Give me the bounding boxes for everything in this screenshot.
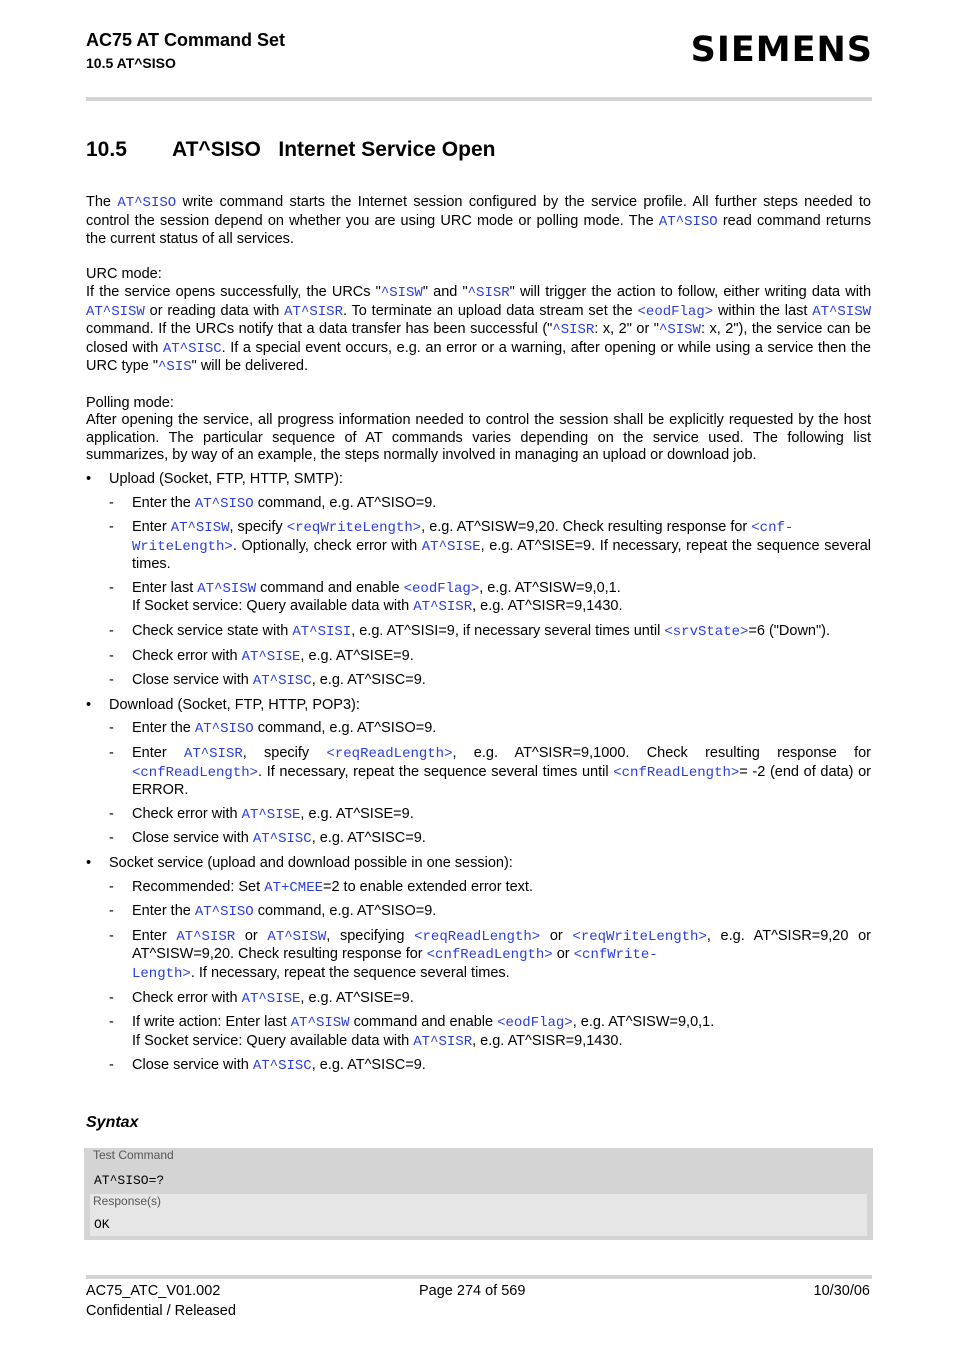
link-at-sisc[interactable]: AT^SISC [252, 1058, 312, 1075]
link-reqwritelength[interactable]: <reqWriteLength> [572, 928, 707, 945]
link-at-sisr[interactable]: AT^SISR [284, 303, 343, 320]
list-item: - If write action: Enter last AT^SISW command and enable <eodFlag>, e.g. AT^SISW=9,0,1. If Socket service: Query available data with AT^SISR, e.g. AT^SISR=9,1430. [109, 1014, 715, 1050]
link-cnfwritelength[interactable]: <cnfWrite- [573, 947, 658, 964]
link-at-sisw[interactable]: AT^SISW [290, 1015, 350, 1032]
list-item: - Enter last AT^SISW command and enable <eodFlag>, e.g. AT^SISW=9,0,1. If Socket service: Query available data with AT^SISR, e.g. AT^SISR=9,1430. [109, 579, 623, 616]
response-label: Response(s) [93, 1194, 162, 1208]
footer-page-number: Page 274 of 569 [419, 1283, 526, 1299]
siemens-logo: SIEMENS [690, 30, 873, 70]
link-at-sisw[interactable]: AT^SISW [267, 928, 327, 945]
list-item-download: • Download (Socket, FTP, HTTP, POP3): - Enter the AT^SISO command, e.g. AT^SISO=9. - Enter AT^SISR, specify <reqReadLength>, e.g. AT^SISR=9,1000. Check resulting response for <cnfReadLength>. If necessary, repeat the sequence several times until <cnfReadLength>= -2 (end of data) or ERROR. - Check error with AT^SISE, e.g. AT^SISE=9. - Close service with AT^SISC, e.g. AT^SISC=9. [86, 696, 871, 848]
link-at-sisw[interactable]: AT^SISW [197, 580, 257, 597]
urc-mode-paragraph: URC mode: If the service opens successfully, the URCs "^SISW" and "^SISR" will trigger the action to follow, either writing data with AT^SISW or reading data with AT^SISR. To terminate an upload data stream set the <eodFlag> within the last AT^SISW command. If the URCs notify that a data transfer has been successful ("^SISR: x, 2" or "^SISW: x, 2"), the service can be closed with AT^SISC. If a special event occurs, e.g. an error or a warning, after opening or while using a service then the URC type "^SIS" will be delivered. [86, 266, 872, 376]
list-item-socket: • Socket service (upload and download possible in one session): - Recommended: Set AT+CMEE=2 to enable extended error text. - Enter the AT^SISO command, e.g. AT^SISO=9. - Enter AT^SISR or AT^SISW, specifying <reqReadLength> or <reqWriteLength>, e.g. AT^SISR=9,20 or AT^SISW=9,20. Check resulting response for <cnfReadLength> or <cnfWrite- Length>. If necessary, repeat the sequence several times. - Check error with AT^SISE, e.g. AT^SISE=9. - If write action: Enter last AT^SISW command and enable <eodFlag>, e.g. AT^SISW=9,0,1. If Socket service: Query available data with AT^SISR, e.g. AT^SISR=9,1430. - Close service with AT^SISC, e.g. AT^SISC=9. [86, 855, 871, 1075]
footer-divider [86, 1275, 872, 1279]
link-at-sisc[interactable]: AT^SISC [252, 831, 312, 848]
list-item: - Recommended: Set AT+CMEE=2 to enable extended error text. [109, 878, 533, 896]
intro-paragraph: The AT^SISO write command starts the Internet session configured by the service profile. All further steps needed to control the session depend on whether you are using URC mode or polling mode. The AT^SISO read command returns the current status of all services. [86, 194, 872, 248]
link-at-sisr[interactable]: AT^SISR [176, 928, 236, 945]
list-item: - Enter AT^SISW, specify <reqWriteLength>, e.g. AT^SISW=9,20. Check resulting response for <cnf- WriteLength>. Optionally, check error with AT^SISE, e.g. AT^SISE=9. If necessary, repeat the sequence several times. [109, 519, 871, 573]
list-item-upload: • Upload (Socket, FTP, HTTP, SMTP): - Enter the AT^SISO command, e.g. AT^SISO=9. - Enter AT^SISW, specify <reqWriteLength>, e.g. AT^SISW=9,20. Check resulting response for <cnf- WriteLength>. Optionally, check error with AT^SISE, e.g. AT^SISE=9. If necessary, repeat the sequence several times. - Enter last AT^SISW command and enable <eodFlag>, e.g. AT^SISW=9,0,1. If Socket service: Query available data with AT^SISR, e.g. AT^SISR=9,1430. - Check service state with AT^SISI, e.g. AT^SISI=9, if necessary several times until <srvState>=6 ("Down"). - Check error with AT^SISE, e.g. AT^SISE=9. - Close service with AT^SISC, e.g. AT^SISC=9. [86, 470, 871, 690]
workflow-list [86, 471, 871, 1076]
link-reqwritelength[interactable]: <reqWriteLength> [286, 520, 422, 537]
link-urc-sisw[interactable]: ^SISW [380, 284, 423, 301]
section-title: AT^SISO Internet Service Open [172, 138, 496, 161]
link-cnfreadlength[interactable]: <cnfReadLength> [132, 764, 259, 781]
link-at-sisc[interactable]: AT^SISC [162, 340, 222, 357]
link-at-siso[interactable]: AT^SISO [658, 213, 718, 230]
list-item: - Close service with AT^SISC, e.g. AT^SISC=9. [109, 672, 426, 690]
link-at-cmee[interactable]: AT+CMEE [264, 879, 323, 896]
link-at-siso[interactable]: AT^SISO [194, 904, 254, 921]
response-code: OK [94, 1217, 110, 1232]
section-number: 10.5 [86, 138, 127, 161]
link-urc-sisw[interactable]: ^SISW [658, 322, 701, 339]
link-cnfwritelength[interactable]: <cnf- [751, 520, 794, 537]
list-item: - Enter the AT^SISO command, e.g. AT^SISO=9. [109, 494, 437, 512]
list-item: - Enter AT^SISR, specify <reqReadLength>, e.g. AT^SISR=9,1000. Check resulting response for <cnfReadLength>. If necessary, repeat the sequence several times until <cnfReadLength>= -2 (end of data) or ERROR. [109, 745, 871, 799]
link-at-sisr[interactable]: AT^SISR [413, 599, 473, 616]
list-item: - Enter AT^SISR or AT^SISW, specifying <reqReadLength> or <reqWriteLength>, e.g. AT^SISR=9,20 or AT^SISW=9,20. Check resulting response for <cnfReadLength> or <cnfWrite- Length>. If necessary, repeat the sequence several times. [109, 927, 871, 982]
section-header: 10.5 AT^SISO [86, 55, 176, 71]
link-eodflag[interactable]: <eodFlag> [637, 303, 714, 320]
link-at-siso[interactable]: AT^SISO [117, 195, 177, 211]
link-cnfwritelength[interactable]: WriteLength> [132, 538, 233, 555]
link-eodflag[interactable]: <eodFlag> [497, 1015, 573, 1032]
list-item: - Enter the AT^SISO command, e.g. AT^SISO=9. [109, 720, 437, 738]
list-item: - Check error with AT^SISE, e.g. AT^SISE=9. [109, 805, 414, 823]
link-at-sisw[interactable]: AT^SISW [812, 303, 871, 320]
footer-doc-id: AC75_ATC_V01.002 [86, 1283, 221, 1299]
link-cnfwritelength[interactable]: Length> [132, 965, 191, 982]
link-urc-sisr[interactable]: ^SISR [467, 284, 510, 301]
link-at-sise[interactable]: AT^SISE [241, 806, 301, 823]
header-divider [86, 97, 872, 101]
list-item: - Close service with AT^SISC, e.g. AT^SISC=9. [109, 1057, 426, 1075]
document-title: AC75 AT Command Set [86, 30, 286, 50]
link-at-sisr[interactable]: AT^SISR [413, 1033, 473, 1050]
footer-confidential: Confidential / Released [86, 1303, 236, 1319]
link-cnfreadlength[interactable]: <cnfReadLength> [613, 764, 740, 781]
syntax-table [84, 1148, 873, 1240]
syntax-heading: Syntax [86, 1114, 139, 1131]
link-at-siso[interactable]: AT^SISO [194, 495, 254, 512]
polling-mode-paragraph: Polling mode: After opening the service, all progress information needed to control the session shall be explicitly requested by the host application. The particular sequence of AT commands varies depending on the service used. The following list summarizes, by way of an example, the steps normally involved in managing an upload or download job. [86, 394, 871, 464]
link-urc-sis[interactable]: ^SIS [158, 359, 192, 376]
list-item: - Check error with AT^SISE, e.g. AT^SISE=9. [109, 989, 414, 1007]
list-item: - Close service with AT^SISC, e.g. AT^SISC=9. [109, 830, 426, 848]
link-at-sise[interactable]: AT^SISE [241, 990, 301, 1007]
link-eodflag[interactable]: <eodFlag> [403, 580, 480, 597]
link-at-sise[interactable]: AT^SISE [241, 648, 301, 665]
list-item: - Enter the AT^SISO command, e.g. AT^SISO=9. [109, 903, 437, 921]
link-at-siso[interactable]: AT^SISO [194, 721, 254, 738]
footer-date: 10/30/06 [813, 1283, 870, 1299]
link-at-sisc[interactable]: AT^SISC [252, 673, 312, 690]
section-heading [86, 138, 495, 162]
link-reqreadlength[interactable]: <reqReadLength> [414, 928, 541, 945]
link-srvstate[interactable]: <srvState> [664, 624, 749, 641]
link-reqreadlength[interactable]: <reqReadLength> [326, 746, 453, 763]
link-at-sisw[interactable]: AT^SISW [86, 303, 145, 320]
link-at-sisw[interactable]: AT^SISW [170, 520, 230, 537]
link-at-sisi[interactable]: AT^SISI [292, 624, 352, 641]
link-at-sise[interactable]: AT^SISE [421, 538, 481, 555]
link-cnfreadlength[interactable]: <cnfReadLength> [426, 947, 553, 964]
list-item: - Check error with AT^SISE, e.g. AT^SISE=9. [109, 647, 414, 665]
list-item: - Check service state with AT^SISI, e.g. AT^SISI=9, if necessary several times until <srvState>=6 ("Down"). [109, 623, 831, 641]
response-box [90, 1194, 867, 1236]
link-at-sisr[interactable]: AT^SISR [183, 746, 243, 763]
test-command-label: Test Command [93, 1148, 174, 1162]
link-urc-sisr[interactable]: ^SISR [552, 322, 595, 339]
main-content [86, 194, 871, 1082]
test-command-code: AT^SISO=? [94, 1173, 165, 1188]
